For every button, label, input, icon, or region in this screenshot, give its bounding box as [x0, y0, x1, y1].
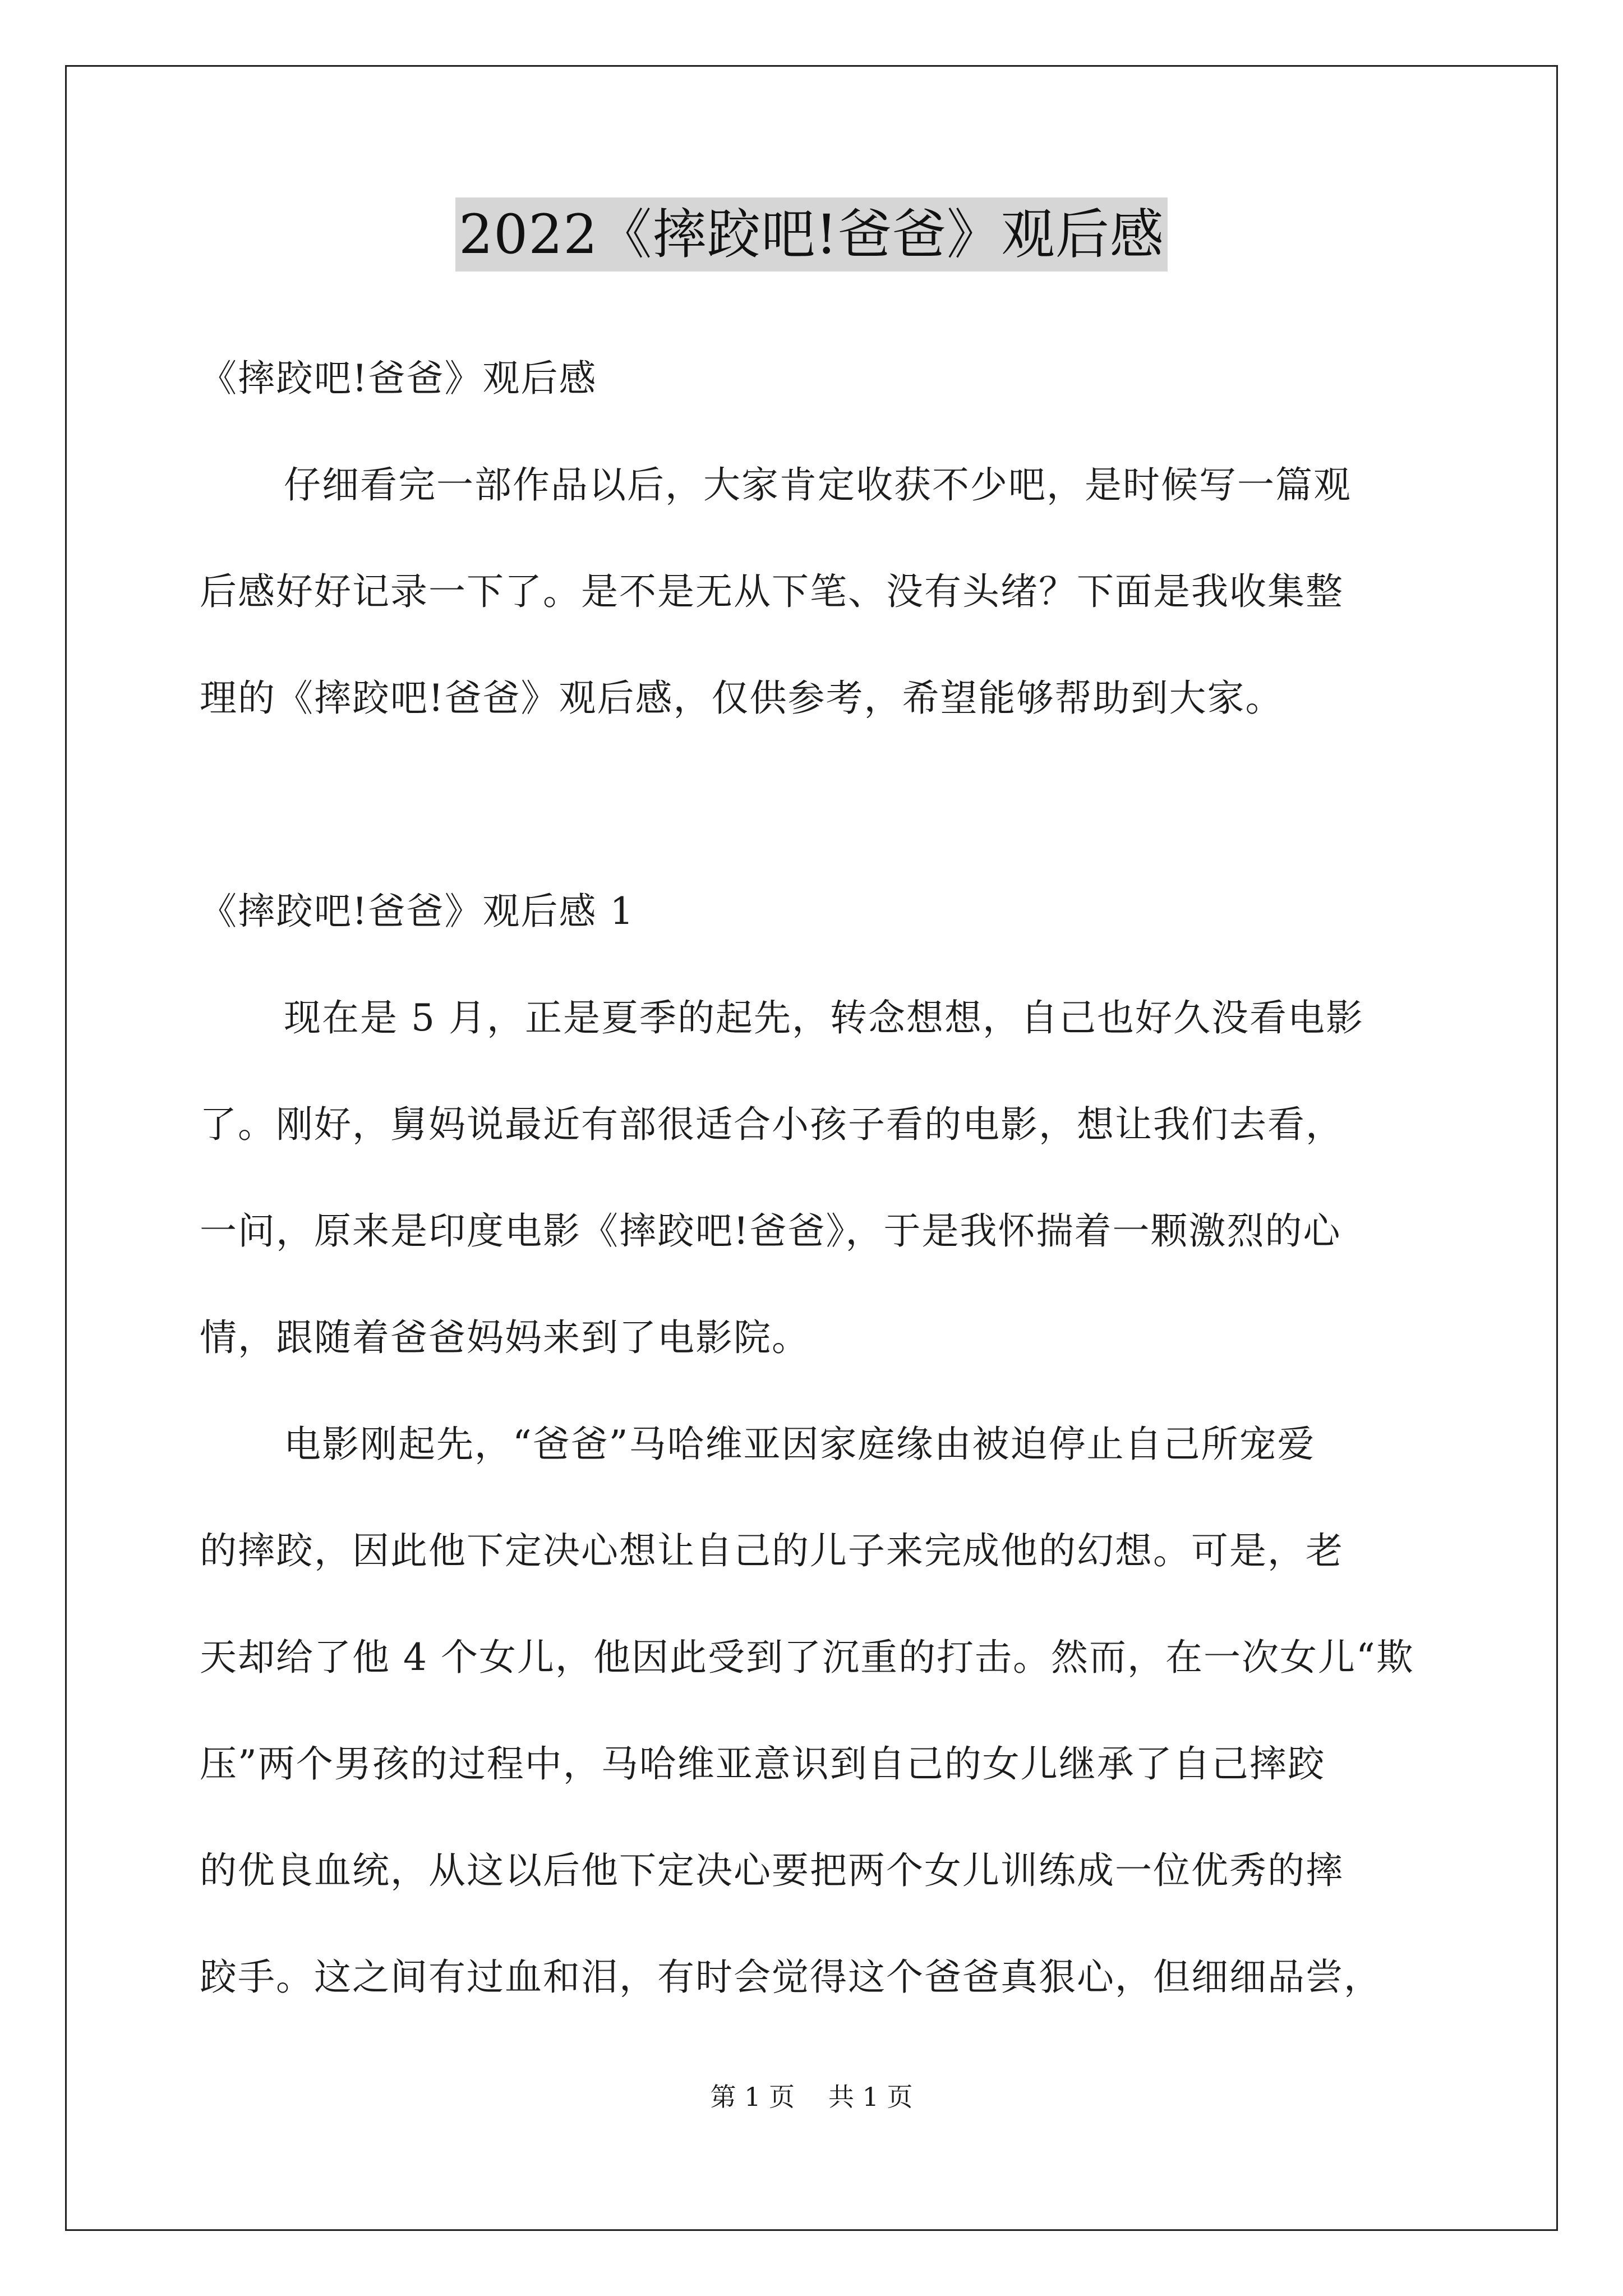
page-number-total: 共 1 页 [828, 2082, 913, 2112]
section-gap [200, 774, 1433, 881]
paragraph-line: 仔细看完一部作品以后，大家肯定收获不少吧，是时候写一篇观 [284, 463, 1352, 507]
paragraph-line: 的优良血统，从这以后他下定决心要把两个女儿训练成一位优秀的摔 [200, 1849, 1344, 1892]
paragraph-line: 一问，原来是印度电影《摔跤吧!爸爸》，于是我怀揣着一颗激烈的心 [200, 1209, 1341, 1253]
paragraph-line: 的摔跤，因此他下定决心想让自己的儿子来完成他的幻想。可是，老 [200, 1529, 1344, 1572]
paragraph-line: 电影刚起先，“爸爸”马哈维亚因家庭缘由被迫停止自己所宠爱 [284, 1423, 1316, 1466]
page-footer [0, 2080, 1623, 2114]
intro-heading: 《摔跤吧!爸爸》观后感 [200, 357, 597, 400]
paragraph-line: 跤手。这之间有过血和泪，有时会觉得这个爸爸真狠心，但细细品尝， [200, 1955, 1382, 1999]
paragraph-line: 后感好好记录一下了。是不是无从下笔、没有头绪？下面是我收集整 [200, 570, 1344, 613]
paragraph-line: 情，跟随着爸爸妈妈来到了电影院。 [200, 1316, 810, 1359]
page-number-current: 第 1 页 [710, 2082, 795, 2112]
document-title[interactable]: 2022《摔跤吧!爸爸》观后感 [455, 197, 1168, 272]
paragraph-line: 现在是 5 月，正是夏季的起先，转念想想，自己也好久没看电影 [284, 996, 1364, 1039]
paragraph-line: 了。刚好，舅妈说最近有部很适合小孩子看的电影，想让我们去看， [200, 1103, 1344, 1146]
title-container [0, 197, 1623, 272]
paragraph-line: 理的《摔跤吧!爸爸》观后感，仅供参考，希望能够帮助到大家。 [200, 677, 1284, 720]
paragraph-line: 天却给了他 4 个女儿，他因此受到了沉重的打击。然而，在一次女儿“欺 [200, 1636, 1414, 1679]
document-body [200, 348, 1433, 2053]
paragraph-line: 压”两个男孩的过程中，马哈维亚意识到自己的女儿继承了自己摔跤 [200, 1742, 1326, 1786]
section-heading: 《摔跤吧!爸爸》观后感 1 [200, 890, 635, 933]
